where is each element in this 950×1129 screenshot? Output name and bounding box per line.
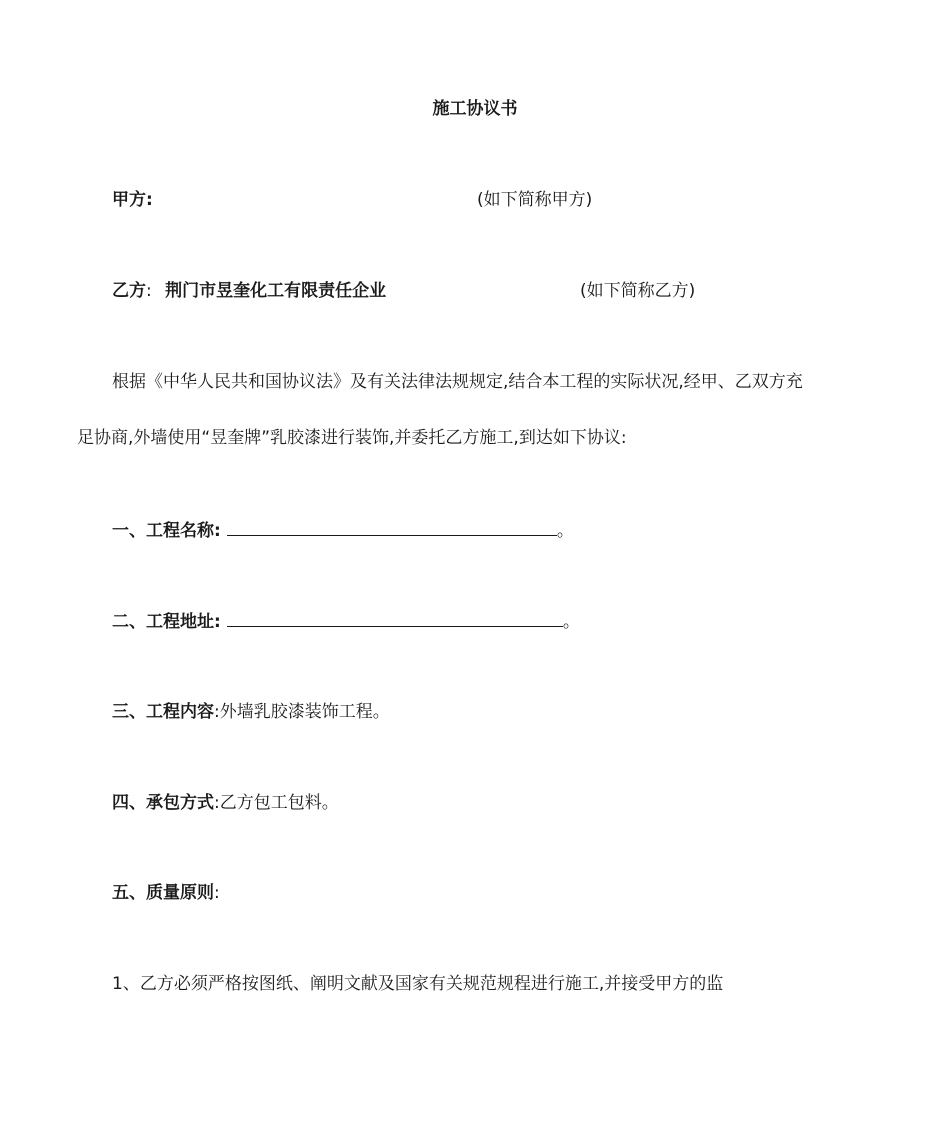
party-b-value: 荆门市昱奎化工有限责任企业 [165,281,387,301]
section-label: 三、工程内容 [112,702,214,722]
section-label: 一、工程名称: [112,521,221,541]
project-address-field[interactable] [227,610,563,627]
party-a-line [112,189,153,211]
section-value: :乙方包工包料。 [214,793,339,813]
section-label: 四、承包方式 [112,793,214,813]
clause-1: 1、乙方必须严格按图纸、阐明文献及国家有关规范规程进行施工,并接受甲方的监 [112,974,724,994]
section-suffix: 。 [556,521,574,541]
document-title: 施工协议书 [432,99,518,119]
party-a-alias: (如下简称甲方) [477,190,593,210]
section-label: 五、质量原则 [112,883,214,903]
section-label: 二、工程地址: [112,612,221,632]
intro-line-1: 根据《中华人民共和国协议法》及有关法律法规规定,结合本工程的实际状况,经甲、乙双方充 [112,372,803,392]
project-name-field[interactable] [227,519,557,536]
section-value: : [214,883,220,903]
section-value: :外墙乳胶漆装饰工程。 [214,702,390,722]
section-contract-method [112,792,339,814]
section-project-name [112,519,574,542]
section-project-address [112,610,580,633]
section-project-content [112,701,390,723]
party-b-line [112,280,386,302]
section-suffix: 。 [562,612,580,632]
section-quality-standard [112,882,220,904]
intro-line-2: 足协商,外墙使用“昱奎牌”乳胶漆进行装饰,并委托乙方施工,到达如下协议: [77,428,627,448]
party-b-label: 乙方 [112,281,146,301]
party-b-colon: : [146,281,152,301]
party-b-alias: (如下简称乙方) [580,281,696,301]
party-a-label: 甲方: [112,190,153,210]
